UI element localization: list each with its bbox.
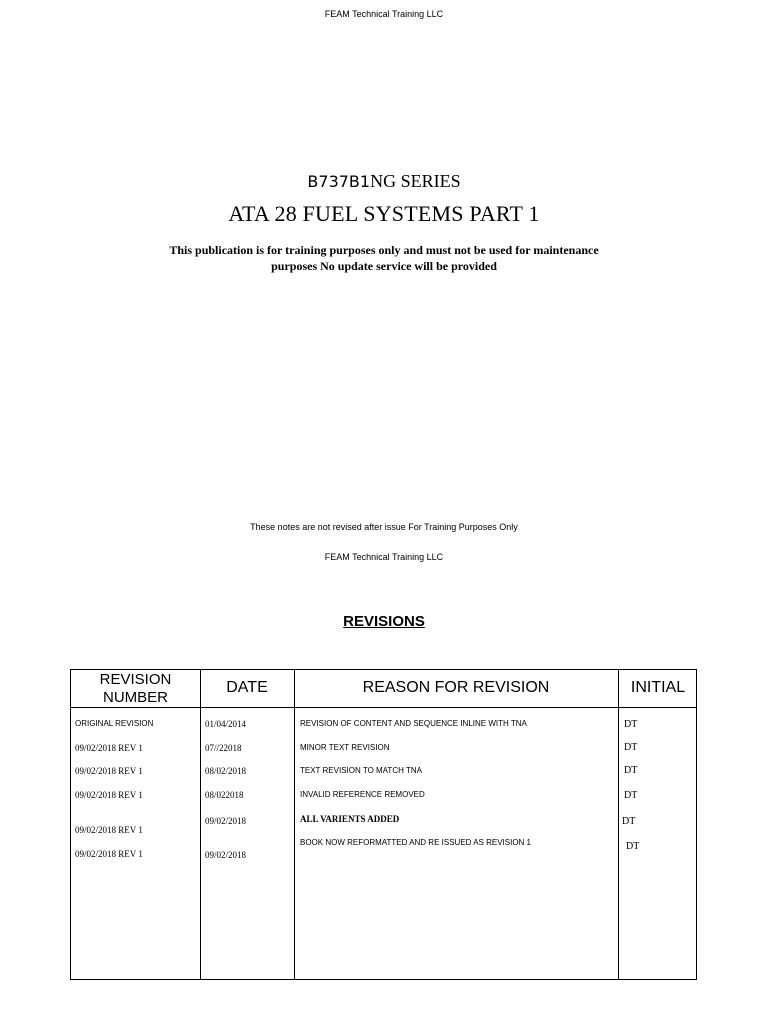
revision-date: 09/02/2018 <box>205 816 247 826</box>
revision-reason: MINOR TEXT REVISION <box>300 743 390 752</box>
revision-reason: INVALID REFERENCE REMOVED <box>300 790 425 799</box>
revision-initial: DT <box>622 816 636 827</box>
revision-initial: DT <box>624 742 638 753</box>
revision-number: 09/02/2018 REV 1 <box>75 766 143 776</box>
revision-number: 09/02/2018 REV 1 <box>75 743 143 753</box>
revision-number: 09/02/2018 REV 1 <box>75 790 143 800</box>
column-divider <box>200 670 201 979</box>
revision-reason: REVISION OF CONTENT AND SEQUENCE INLINE WITH TNA <box>300 719 527 728</box>
series-code: B737B1 <box>307 172 371 191</box>
revision-initial: DT <box>624 719 638 730</box>
document-title: ATA 28 FUEL SYSTEMS PART 1 <box>228 201 540 226</box>
revision-date: 08/02/2018 <box>205 766 247 776</box>
column-header-line: NUMBER <box>102 689 168 706</box>
series-rest: NG SERIES <box>370 171 461 191</box>
column-divider <box>618 670 619 979</box>
column-header-reason: REASON FOR REVISION <box>362 679 550 696</box>
series-heading <box>0 171 768 192</box>
disclaimer-line-2: purposes No update service will be provided <box>271 259 497 273</box>
page-header: FEAM Technical Training LLC <box>324 9 444 19</box>
revision-number: ORIGINAL REVISION <box>75 719 154 728</box>
column-header-date: DATE <box>226 679 268 696</box>
revision-note: These notes are not revised after issue For Training Purposes Only <box>250 522 518 532</box>
column-header-initial: INITIAL <box>630 679 686 696</box>
disclaimer <box>0 242 768 274</box>
revision-date: 07//22018 <box>205 743 242 753</box>
revision-date: 01/04/2014 <box>205 719 247 729</box>
revision-initial: DT <box>624 790 638 801</box>
revision-number: 09/02/2018 REV 1 <box>75 825 143 835</box>
revision-reason: ALL VARIENTS ADDED <box>300 814 400 824</box>
revision-date: 09/02/2018 <box>205 850 247 860</box>
column-header-revision-number <box>71 671 200 707</box>
disclaimer-line-1: This publication is for training purposes only and must not be used for maintenance <box>169 243 599 257</box>
column-header-line: REVISION <box>99 671 172 688</box>
column-divider <box>294 670 295 979</box>
revision-number: 09/02/2018 REV 1 <box>75 849 143 859</box>
revisions-table <box>70 669 697 980</box>
revision-initial: DT <box>626 841 640 852</box>
header-divider <box>71 707 696 708</box>
revisions-title: REVISIONS <box>343 613 425 630</box>
revision-reason: TEXT REVISION TO MATCH TNA <box>300 766 422 775</box>
footer-org: FEAM Technical Training LLC <box>324 552 444 562</box>
revision-initial: DT <box>624 765 638 776</box>
revision-date: 08/022018 <box>205 790 244 800</box>
revision-reason: BOOK NOW REFORMATTED AND RE ISSUED AS REVISION 1 <box>300 838 531 847</box>
